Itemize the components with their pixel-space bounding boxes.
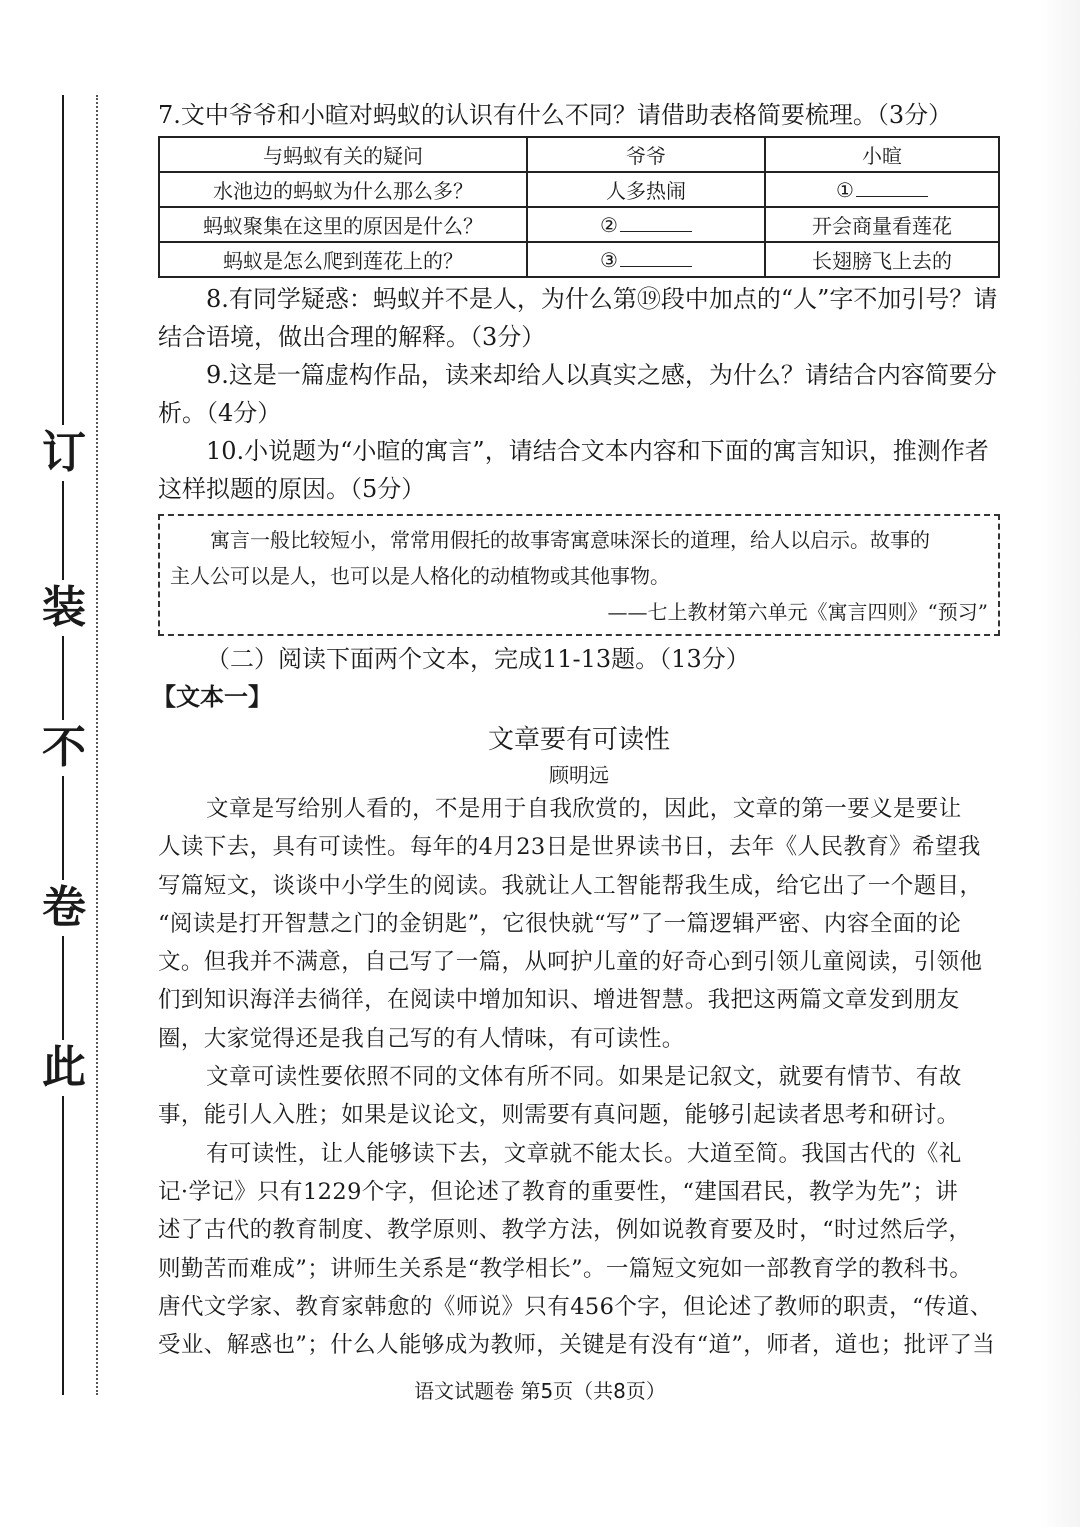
question-8-line1: 8.有同学疑惑：蚂蚁并不是人，为什么第⑲段中加点的“人”字不加引号？请 <box>206 285 998 313</box>
page-footer: 语文试题卷 第5页（共8页） <box>414 1379 666 1403</box>
article-line: 述了古代的教育制度、教学原则、教学方法，例如说教育要及时，“时过然后学， <box>158 1217 972 1244</box>
table-cell: 开会商量看莲花 <box>765 207 999 242</box>
article-line: 则勤苦而难成”；讲师生关系是“教学相长”。一篇短文宛如一部教育学的教科书。 <box>158 1255 973 1282</box>
binding-char-bu: 不 <box>36 720 92 776</box>
question-8-line2: 结合语境，做出合理的解释。（3分） <box>158 323 546 351</box>
article-line: 文。但我并不满意，自己写了一篇，从呵护儿童的好奇心到引领儿童阅读，引领他 <box>158 949 983 976</box>
section-2-heading: （二）阅读下面两个文本，完成11-13题。（13分） <box>206 645 750 673</box>
table-cell: 蚂蚁是怎么爬到莲花上的？ <box>159 242 527 277</box>
table-cell-blank-2[interactable]: ② <box>527 207 765 242</box>
article-line: 写篇短文，谈谈中小学生的阅读。我就让人工智能帮我生成，给它出了一个题目， <box>158 872 983 899</box>
article-line: 受业、解惑也”；什么人能够成为教师，关键是有没有“道”，师者，道也；批评了当 <box>158 1332 996 1359</box>
article-line: 文章可读性要依照不同的文体有所不同。如果是记叙文，就要有情节、有故 <box>206 1064 962 1091</box>
answer-blank[interactable] <box>620 213 692 232</box>
article-line: 有可读性，让人能够读下去，文章就不能太长。大道至简。我国古代的《礼 <box>206 1140 962 1167</box>
table-row <box>159 207 999 242</box>
table-cell: 水池边的蚂蚁为什么那么多？ <box>159 172 527 207</box>
q7-table <box>158 136 1000 278</box>
binding-char-ding: 订 <box>36 425 92 481</box>
table-row <box>159 172 999 207</box>
table-header: 小暄 <box>765 137 999 172</box>
question-10-line2: 这样拟题的原因。（5分） <box>158 475 426 503</box>
table-header: 与蚂蚁有关的疑问 <box>159 137 527 172</box>
table-cell: 人多热闹 <box>527 172 765 207</box>
question-7: 7.文中爷爷和小暄对蚂蚁的认识有什么不同？请借助表格简要梳理。（3分） <box>158 101 953 129</box>
table-cell-blank-3[interactable]: ③ <box>527 242 765 277</box>
fable-box-reference: ——七上教材第六单元《寓言四则》“预习” <box>607 600 988 624</box>
answer-blank[interactable] <box>620 248 692 267</box>
table-cell-blank-1[interactable]: ① <box>765 172 999 207</box>
answer-blank[interactable] <box>856 178 928 197</box>
binding-dotted-line <box>96 95 98 1395</box>
page-content <box>152 96 1000 1364</box>
text-one-label: 【文本一】 <box>152 683 272 711</box>
article-title: 文章要有可读性 <box>487 725 670 755</box>
article-line: 记·学记》只有1229个字，但论述了教育的重要性，“建国君民，教学为先”；讲 <box>158 1178 959 1205</box>
question-10-line1: 10.小说题为“小暄的寓言”，请结合文本内容和下面的寓言知识，推测作者 <box>206 437 989 465</box>
binding-char-ci: 此 <box>36 1040 92 1096</box>
table-cell: 蚂蚁聚集在这里的原因是什么？ <box>159 207 527 242</box>
fable-knowledge-box <box>158 514 1000 636</box>
question-9-line2: 析。（4分） <box>158 399 282 427</box>
article-line: 文章是写给别人看的，不是用于自我欣赏的，因此，文章的第一要义是要让 <box>206 796 962 822</box>
binding-char-juan: 卷 <box>36 880 92 936</box>
article-line: 人读下去，具有可读性。每年的4月23日是世界读书日，去年《人民教育》希望我 <box>158 834 981 861</box>
article-body <box>158 790 1000 1364</box>
binding-margin <box>0 0 110 1527</box>
question-9-line1: 9.这是一篇虚构作品，读来却给人以真实之感，为什么？请结合内容简要分 <box>206 361 997 389</box>
binding-char-zhuang: 装 <box>36 580 92 636</box>
table-row <box>159 242 999 277</box>
scan-edge-shadow <box>1040 0 1080 1527</box>
table-header-row <box>159 137 999 172</box>
table-cell: 长翅膀飞上去的 <box>765 242 999 277</box>
article-line: 们到知识海洋去徜徉，在阅读中增加知识、增进智慧。我把这两篇文章发到朋友 <box>158 987 960 1014</box>
article-line: 唐代文学家、教育家韩愈的《师说》只有456个字，但论述了教师的职责，“传道、 <box>158 1293 993 1320</box>
table-header: 爷爷 <box>527 137 765 172</box>
fable-box-line2: 主人公可以是人，也可以是人格化的动植物或其他事物。 <box>170 564 670 588</box>
article-line: 事，能引人入胜；如果是议论文，则需要有真问题，能够引起读者思考和研讨。 <box>158 1102 960 1129</box>
fable-box-line1: 寓言一般比较短小，常常用假托的故事寄寓意味深长的道理，给人以启示。故事的 <box>210 528 930 552</box>
article-author: 顾明远 <box>549 763 609 787</box>
article-line: 圈，大家觉得还是我自己写的有人情味，有可读性。 <box>158 1025 685 1052</box>
article-line: “阅读是打开智慧之门的金钥匙”，它很快就“写”了一篇逻辑严密、内容全面的论 <box>158 910 962 937</box>
